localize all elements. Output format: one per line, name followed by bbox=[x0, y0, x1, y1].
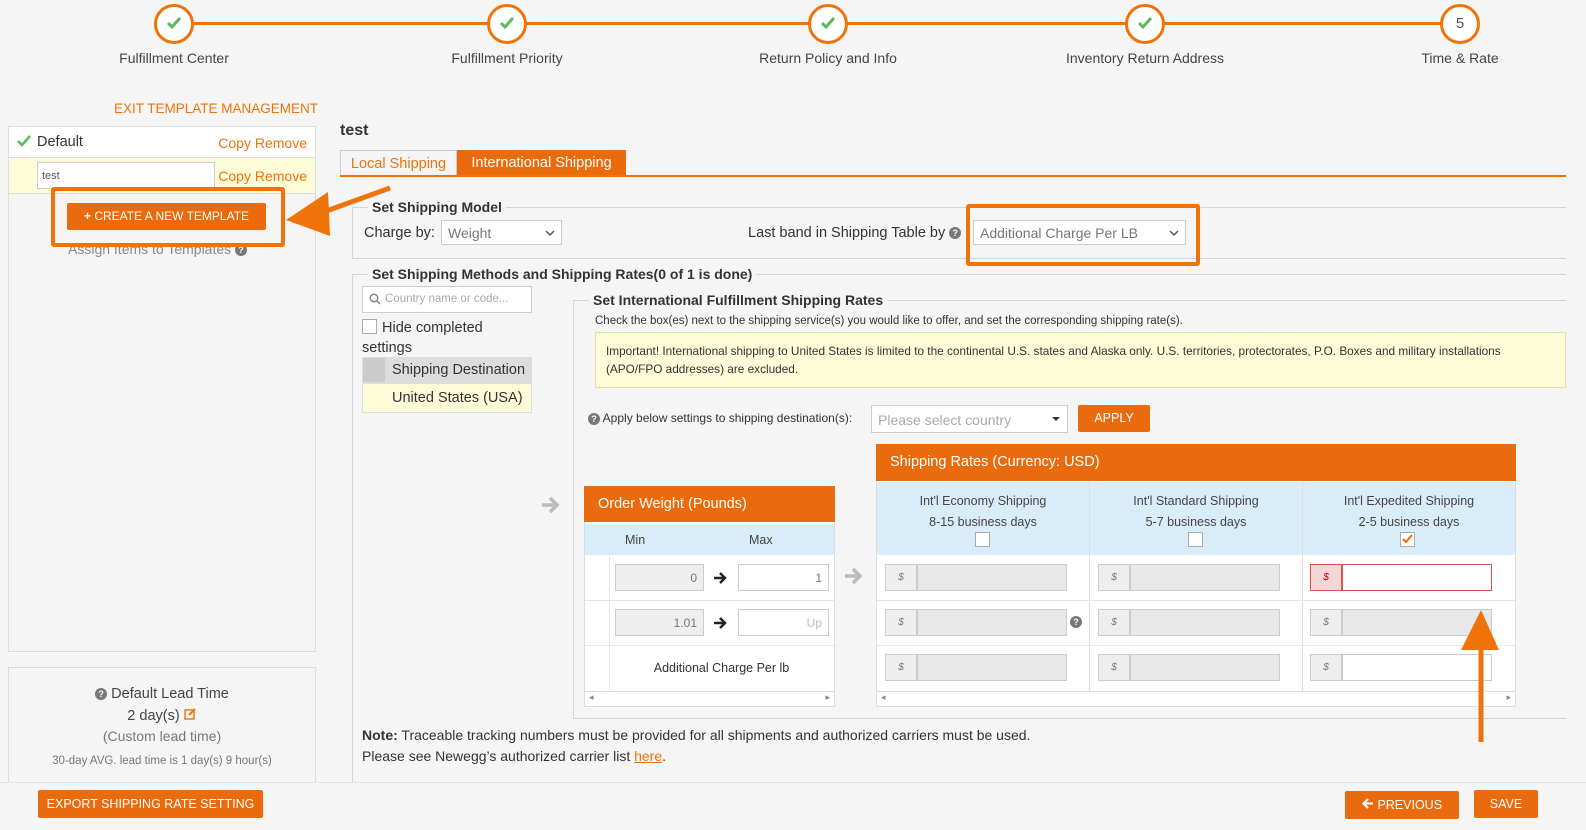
currency-label: $ bbox=[1310, 609, 1342, 636]
scroll-left-icon[interactable]: ◂ bbox=[881, 692, 886, 702]
arrow-right-icon bbox=[713, 571, 727, 585]
charge-by-label: Charge by: bbox=[364, 225, 435, 241]
annotation-arrow-up-icon bbox=[1455, 608, 1505, 744]
previous-label: PREVIOUS bbox=[1377, 798, 1443, 812]
help-icon: ? bbox=[1070, 616, 1082, 628]
country-select[interactable] bbox=[871, 405, 1068, 433]
lead-time-title-row bbox=[9, 686, 315, 702]
arrow-right-icon bbox=[713, 616, 727, 630]
highlight-box bbox=[51, 187, 285, 247]
search-icon bbox=[369, 293, 381, 305]
currency-label: $ bbox=[1098, 654, 1130, 681]
apply-label-row bbox=[588, 411, 852, 425]
max-label: Max bbox=[749, 533, 773, 547]
min-weight-input[interactable]: 0 bbox=[615, 564, 704, 591]
currency-label: $ bbox=[1098, 609, 1130, 636]
max-weight-input[interactable]: Up bbox=[738, 609, 829, 636]
currency-label: $ bbox=[885, 654, 917, 681]
export-button[interactable]: EXPORT SHIPPING RATE SETTING bbox=[38, 790, 263, 818]
service-name: Int'l Economy Shipping bbox=[919, 494, 1047, 508]
scroll-right-icon[interactable]: ▸ bbox=[825, 692, 830, 702]
note-label: Note: bbox=[362, 727, 398, 743]
scroll-right-icon[interactable]: ▸ bbox=[1506, 692, 1511, 702]
apply-label: Apply below settings to shipping destination(s): bbox=[602, 411, 853, 425]
currency-label: $ bbox=[1310, 654, 1342, 681]
remove-link[interactable]: Remove bbox=[254, 135, 307, 151]
economy-rate-input[interactable] bbox=[917, 654, 1067, 681]
help-icon: ? bbox=[235, 244, 247, 256]
note-line-1 bbox=[362, 727, 1030, 743]
service-days: 8-15 business days bbox=[929, 515, 1037, 529]
rates-table-scrollbar[interactable] bbox=[877, 691, 1515, 705]
help-icon: ? bbox=[949, 227, 961, 239]
weight-table-title: Order Weight (Pounds) bbox=[584, 486, 835, 522]
intl-instruction: Check the box(es) next to the shipping service(s) you would like to offer, and set the corresponding shipping rate(s). bbox=[595, 315, 1183, 327]
previous-button[interactable] bbox=[1345, 791, 1459, 819]
last-band-label-row bbox=[748, 225, 961, 241]
tab-international-shipping[interactable]: International Shipping bbox=[457, 150, 626, 176]
destination-header bbox=[362, 357, 532, 383]
exit-template-management-link[interactable]: EXIT TEMPLATE MANAGEMENT bbox=[114, 101, 319, 116]
step-4-check-icon[interactable] bbox=[1125, 4, 1165, 44]
step-3-check-icon[interactable] bbox=[808, 4, 848, 44]
template-actions bbox=[218, 135, 307, 151]
step-label: Fulfillment Center bbox=[119, 50, 229, 66]
copy-link[interactable]: Copy bbox=[218, 168, 251, 184]
intl-notice: Important! International shipping to United States is limited to the continental U.S. states and Alaska only. U.S. territories, protectorates, P.O. Boxes and military installations (APO/FPO addresses) are excluded. bbox=[595, 332, 1566, 388]
expedited-shipping-checkbox[interactable] bbox=[1400, 532, 1415, 547]
row-divider bbox=[877, 645, 1515, 646]
remove-link[interactable]: Remove bbox=[254, 168, 307, 184]
currency-label: $ bbox=[885, 564, 917, 591]
arrow-right-icon bbox=[540, 494, 562, 516]
shipping-methods-legend: Set Shipping Methods and Shipping Rates(0 of 1 is done) bbox=[368, 266, 756, 282]
currency-label: $ bbox=[1098, 564, 1130, 591]
template-name-input[interactable]: test bbox=[37, 162, 215, 189]
tab-local-shipping[interactable]: Local Shipping bbox=[340, 150, 457, 176]
lead-time-note: (Custom lead time) bbox=[102, 728, 222, 744]
tabs-underline bbox=[340, 175, 1566, 177]
lead-time-avg: 30-day AVG. lead time is 1 day(s) 9 hour(s) bbox=[52, 755, 272, 767]
step-label: Inventory Return Address bbox=[1066, 50, 1224, 66]
template-row-default[interactable] bbox=[9, 127, 315, 158]
country-search-input[interactable] bbox=[362, 286, 532, 313]
help-icon: ? bbox=[95, 688, 107, 700]
note-line-2 bbox=[362, 748, 666, 764]
service-days: 5-7 business days bbox=[1145, 515, 1247, 529]
caret-down-icon bbox=[1051, 414, 1061, 424]
intl-rates-legend: Set International Fulfillment Shipping Rates bbox=[589, 292, 887, 308]
assign-items-label: Assign Items to Templates bbox=[68, 241, 232, 257]
step-1-check-icon[interactable] bbox=[154, 4, 194, 44]
help-icon: ? bbox=[588, 413, 600, 425]
destination-header-label: Shipping Destination bbox=[392, 362, 526, 378]
service-name: Int'l Standard Shipping bbox=[1133, 494, 1259, 508]
row-divider bbox=[585, 645, 834, 646]
shipping-model-legend: Set Shipping Model bbox=[368, 199, 506, 215]
note-text: Traceable tracking numbers must be provided for all shipments and authorized carriers must be used. bbox=[397, 727, 1031, 743]
charge-by-value: Weight bbox=[448, 225, 492, 241]
save-button[interactable]: SAVE bbox=[1474, 790, 1538, 818]
step-2-check-icon[interactable] bbox=[487, 4, 527, 44]
template-name: Default bbox=[37, 134, 83, 150]
plus-icon: + bbox=[83, 209, 91, 223]
currency-label: $ bbox=[1310, 564, 1342, 591]
weight-table-scrollbar[interactable] bbox=[585, 691, 834, 705]
standard-rate-input[interactable] bbox=[1130, 654, 1280, 681]
note-text-2: Please see Newegg’s authorized carrier list bbox=[362, 748, 635, 764]
lead-time-value-row bbox=[9, 707, 315, 724]
economy-shipping-checkbox[interactable] bbox=[975, 532, 990, 547]
last-band-value: Additional Charge Per LB bbox=[980, 225, 1138, 241]
selected-check-icon bbox=[17, 135, 31, 147]
row-divider bbox=[877, 600, 1515, 601]
scroll-left-icon[interactable]: ◂ bbox=[589, 692, 594, 702]
destination-name: United States (USA) bbox=[392, 390, 523, 406]
lead-time-panel bbox=[8, 667, 316, 787]
check-icon bbox=[1401, 533, 1414, 546]
hide-completed-label: Hide completed settings bbox=[362, 320, 483, 356]
destination-row[interactable] bbox=[362, 383, 532, 413]
lead-time-value: 2 day(s) bbox=[127, 708, 180, 724]
template-title: test bbox=[340, 122, 369, 139]
service-days: 2-5 business days bbox=[1358, 515, 1460, 529]
progress-stepper bbox=[0, 0, 1586, 78]
carrier-list-link[interactable]: here bbox=[634, 748, 663, 764]
economy-rate-input[interactable] bbox=[917, 564, 1067, 591]
step-label: Fulfillment Priority bbox=[451, 50, 563, 66]
note-end: . bbox=[662, 748, 667, 764]
min-label: Min bbox=[625, 533, 646, 547]
service-header-economy bbox=[877, 491, 1089, 533]
step-label: Return Policy and Info bbox=[759, 50, 897, 66]
apply-button[interactable]: APPLY bbox=[1078, 405, 1150, 432]
search-placeholder: Country name or code... bbox=[385, 293, 509, 305]
weight-colhead bbox=[585, 524, 834, 555]
standard-rate-input[interactable] bbox=[1130, 564, 1280, 591]
create-template-label: CREATE A NEW TEMPLATE bbox=[94, 209, 250, 223]
economy-rate-input[interactable] bbox=[917, 609, 1067, 636]
charge-by-select[interactable] bbox=[441, 220, 562, 245]
row-divider bbox=[585, 600, 834, 601]
min-weight-input[interactable]: 1.01 bbox=[615, 609, 704, 636]
chevron-down-icon bbox=[545, 226, 555, 240]
expedited-rate-input[interactable] bbox=[1342, 564, 1492, 591]
service-header-standard bbox=[1090, 491, 1302, 533]
service-header-expedited bbox=[1303, 491, 1515, 533]
step-label: Time & Rate bbox=[1421, 50, 1499, 66]
highlight-box bbox=[966, 204, 1200, 266]
currency-label: $ bbox=[885, 609, 917, 636]
copy-link[interactable]: Copy bbox=[218, 135, 251, 151]
rates-table-title: Shipping Rates (Currency: USD) bbox=[876, 444, 1516, 481]
service-name: Int'l Expedited Shipping bbox=[1343, 494, 1475, 508]
edit-icon[interactable] bbox=[184, 707, 197, 720]
country-select-placeholder: Please select country bbox=[878, 412, 1012, 428]
last-band-label: Last band in Shipping Table by bbox=[748, 225, 946, 241]
standard-shipping-checkbox[interactable] bbox=[1188, 532, 1203, 547]
lead-time-title: Default Lead Time bbox=[111, 686, 229, 702]
arrow-left-icon bbox=[1362, 798, 1374, 809]
destination-header-cell bbox=[363, 358, 385, 382]
step-5-number[interactable]: 5 bbox=[1440, 4, 1480, 44]
standard-rate-input[interactable] bbox=[1130, 609, 1280, 636]
max-weight-input[interactable]: 1 bbox=[738, 564, 829, 591]
additional-charge-label: Additional Charge Per lb bbox=[653, 661, 790, 675]
